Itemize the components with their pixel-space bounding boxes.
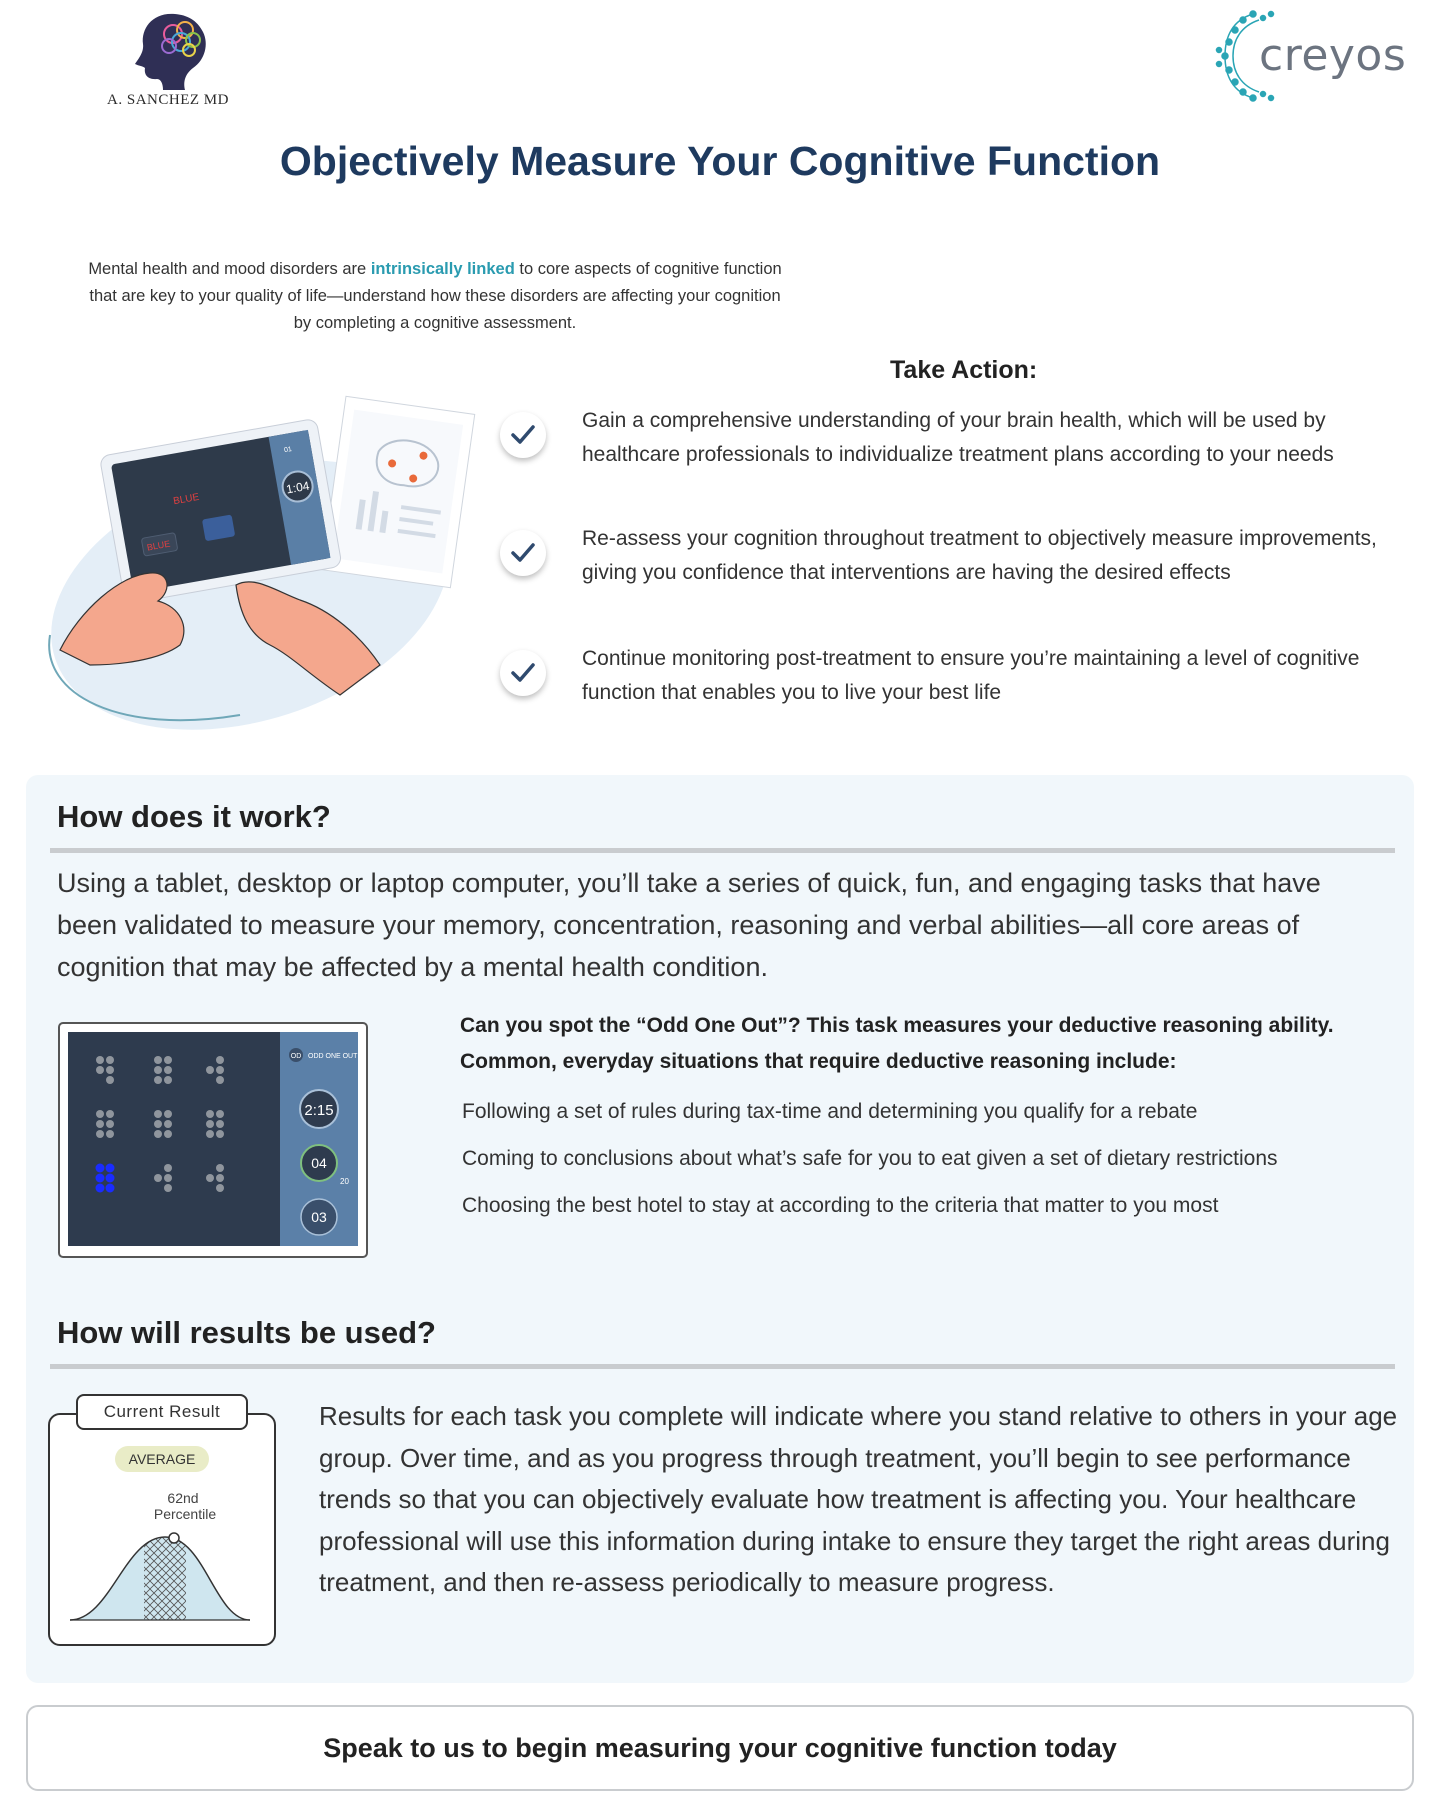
take-action-text: Gain a comprehensive understanding of your brain health, which will be used by healthcare professionals to individualize treatment plans according to your needs: [582, 409, 1334, 466]
bell-curve-graphic: [70, 1525, 250, 1625]
checkmark-icon: [500, 650, 546, 696]
results-body: Results for each task you complete will indicate where you stand relative to others in your age group. Over time, and as you progress through treatment, you’ll begin to see performance trends so that you can objectively evaluate how treatment is affecting you. Your healthcare professional will use this information during intake to ensure they target the right areas during treatment, and then re-assess periodically to measure progress.: [319, 1401, 1398, 1597]
tablet-illustration: [40, 395, 480, 735]
illus-word2: BLUE: [146, 538, 171, 553]
task-score: 03: [311, 1209, 327, 1225]
illus-badge: 01: [283, 446, 293, 455]
example-item: Choosing the best hotel to stay at according to the criteria that matter to you most: [462, 1194, 1219, 1217]
illus-timer: 1:04: [285, 478, 311, 497]
brain-head-icon: [123, 8, 213, 90]
intro-paragraph: [85, 256, 785, 337]
take-action-text: Continue monitoring post-treatment to ensure you’re maintaining a level of cognitive function that enables you to live your best life: [582, 647, 1360, 704]
example-item: Following a set of rules during tax-time and determining you qualify for a rebate: [462, 1100, 1198, 1123]
current-result-title: Current Result: [76, 1394, 248, 1430]
illus-word1: BLUE: [172, 491, 201, 508]
percentile-marker: [169, 1533, 179, 1543]
sanchez-logo-text: A. SANCHEZ MD: [107, 92, 229, 108]
checkmark-icon: [500, 530, 546, 576]
task-level: 04: [311, 1155, 327, 1171]
results-heading: How will results be used?: [57, 1315, 436, 1350]
task-level-max: 20: [340, 1177, 349, 1186]
intro-text-after: to core aspects of cognitive function that are key to your quality of life—understand how these disorders are affecting your cognition by completing a cognitive assessment.: [89, 260, 782, 332]
task-timer: 2:15: [304, 1102, 334, 1119]
how-it-works-body: Using a tablet, desktop or laptop computer, you’ll take a series of quick, fun, and engaging tasks that have been validated to measure your memory, concentration, reasoning and verbal abilities—all core areas of cognition that may be affected by a mental health condition.: [57, 868, 1321, 982]
odd-one-out-tablet: [58, 1022, 368, 1258]
intro-highlight: intrinsically linked: [370, 260, 515, 278]
how-it-works-heading: How does it work?: [57, 799, 331, 834]
take-action-text: Re-assess your cognition throughout treatment to objectively measure improvements, giving you confidence that interventions are having the desired effects: [582, 527, 1377, 584]
task-badge: OD: [290, 1053, 302, 1060]
divider: [50, 1364, 1395, 1369]
divider: [50, 848, 1395, 853]
checkmark-icon: [500, 412, 546, 458]
notebook-graphic: [322, 396, 475, 587]
creyos-logo: [1215, 4, 1415, 114]
cta-banner[interactable]: Speak to us to begin measuring your cognitive function today: [26, 1705, 1414, 1791]
odd-one-out-question: [460, 1008, 1400, 1080]
sanchez-logo: [98, 8, 238, 118]
intro-text-before: Mental health and mood disorders are: [88, 260, 371, 278]
task-label: ODD ONE OUT: [308, 1053, 358, 1060]
example-item: Coming to conclusions about what’s safe for you to eat given a set of dietary restrictions: [462, 1147, 1278, 1170]
question-line-2: Common, everyday situations that require deductive reasoning include:: [460, 1050, 1177, 1073]
percentile-label: Percentile: [153, 1506, 217, 1522]
take-action-title: Take Action:: [890, 356, 1038, 384]
question-line-1: Can you spot the “Odd One Out”? This task measures your deductive reasoning ability.: [460, 1014, 1334, 1037]
creyos-logo-text: creyos: [1259, 30, 1407, 81]
average-badge: AVERAGE: [115, 1446, 209, 1472]
percentile-value: 62nd: [167, 1490, 199, 1506]
page-title: Objectively Measure Your Cognitive Function: [279, 138, 1161, 184]
